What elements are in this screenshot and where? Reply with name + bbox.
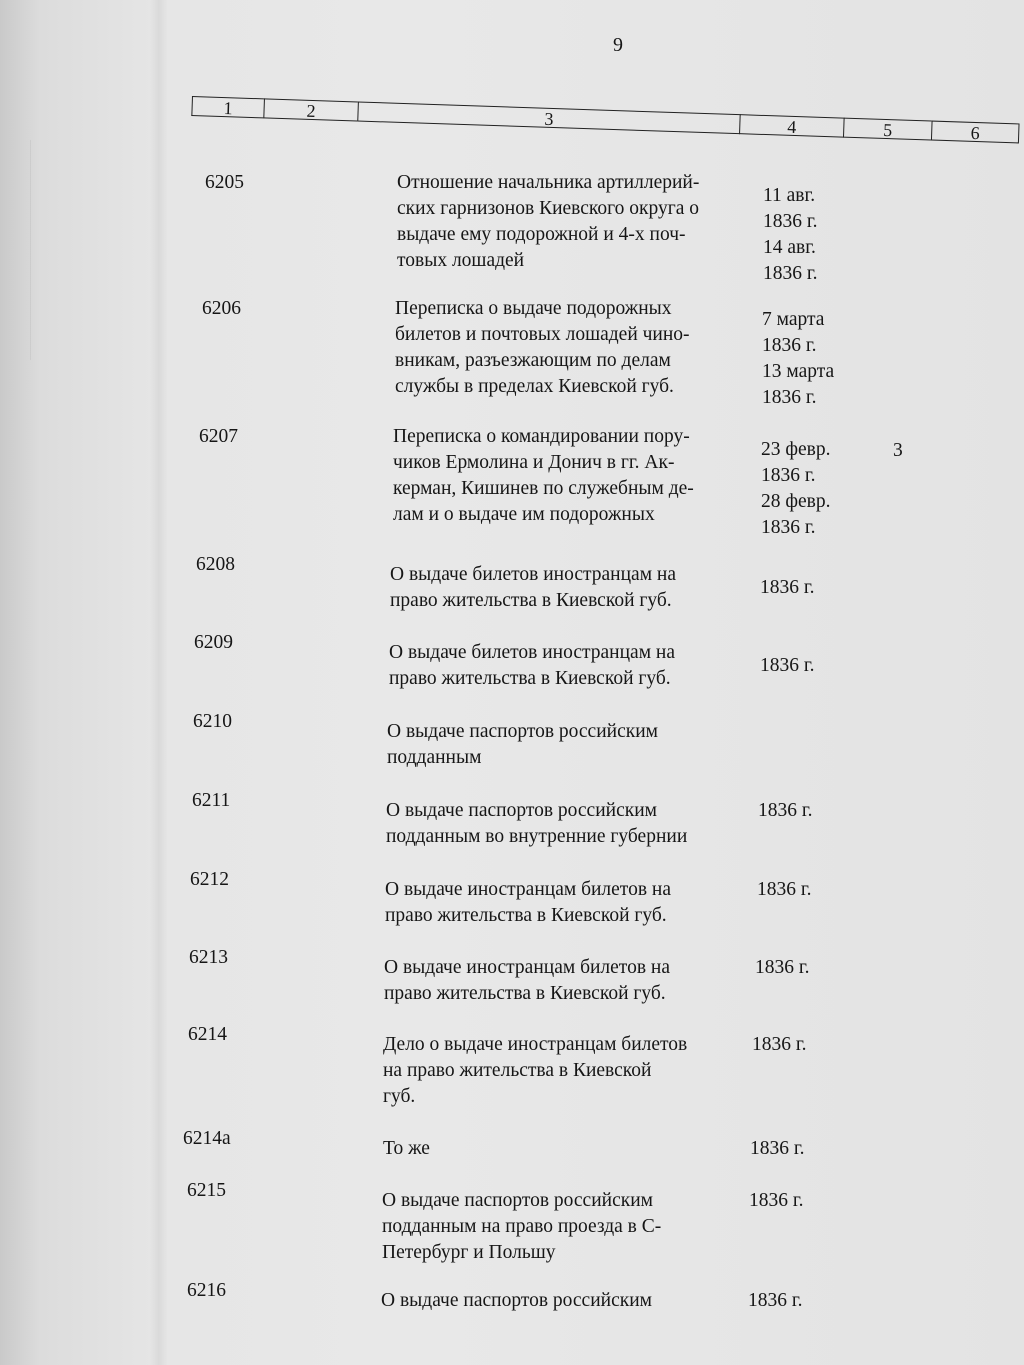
record-dates bbox=[755, 955, 855, 981]
column-header-6: 6 bbox=[931, 121, 1020, 144]
record-date: 1836 г. bbox=[748, 1290, 803, 1311]
record-number: 6216 bbox=[187, 1280, 226, 1301]
record-title-line: службы в пределах Киевской губ. bbox=[395, 376, 674, 397]
record-dates bbox=[762, 307, 862, 411]
record-dates bbox=[760, 575, 860, 601]
record-dates bbox=[761, 437, 861, 541]
record-number: 6214а bbox=[183, 1128, 231, 1149]
record-number: 6208 bbox=[196, 554, 235, 575]
record-date: 1836 г. bbox=[761, 465, 816, 486]
record-dates bbox=[752, 1032, 852, 1058]
record-title bbox=[385, 877, 735, 929]
record-title-line: право жительства в Киевской губ. bbox=[385, 905, 667, 926]
record-title bbox=[381, 1288, 731, 1314]
record-title-line: О выдаче билетов иностранцам на bbox=[389, 642, 675, 663]
record-dates bbox=[763, 183, 863, 287]
record-title-line: лам и о выдаче им подорожных bbox=[393, 504, 655, 525]
record-title-line: О выдаче паспортов российским bbox=[382, 1190, 653, 1211]
record-number: 6210 bbox=[193, 711, 232, 732]
column-header-4: 4 bbox=[739, 114, 844, 137]
record-date: 1836 г. bbox=[750, 1138, 805, 1159]
record-title-line: Дело о выдаче иностранцам билетов bbox=[383, 1034, 688, 1055]
bleed-through-mark bbox=[0, 140, 31, 360]
record-title-line: О выдаче паспортов российским bbox=[386, 800, 657, 821]
record-number: 6213 bbox=[189, 947, 228, 968]
record-date: 1836 г. bbox=[763, 211, 818, 232]
record-title bbox=[397, 170, 747, 274]
record-dates bbox=[750, 1136, 850, 1162]
record-date: 7 марта bbox=[762, 309, 825, 330]
record-title-line: То же bbox=[383, 1138, 430, 1159]
record-date: 1836 г. bbox=[760, 655, 815, 676]
record-title bbox=[382, 1188, 732, 1266]
record-title-line: чиков Ермолина и Донич в гг. Ак- bbox=[393, 452, 675, 473]
record-date: 1836 г. bbox=[763, 263, 818, 284]
record-number: 6207 bbox=[199, 426, 238, 447]
column-header-5: 5 bbox=[843, 118, 932, 141]
column-header-2: 2 bbox=[263, 98, 358, 121]
record-title-line: подданным на право проезда в С- bbox=[382, 1216, 662, 1237]
record-title-line: О выдаче иностранцам билетов на bbox=[385, 879, 671, 900]
record-sheet-count: 3 bbox=[893, 440, 903, 461]
record-dates bbox=[748, 1288, 848, 1314]
record-dates bbox=[760, 653, 860, 679]
record-title bbox=[387, 719, 737, 771]
record-number: 6206 bbox=[202, 298, 241, 319]
record-number: 6209 bbox=[194, 632, 233, 653]
page-number: 9 bbox=[613, 34, 623, 56]
page-gutter-shadow bbox=[150, 0, 168, 1365]
record-dates bbox=[757, 877, 857, 903]
record-title-line: товых лошадей bbox=[397, 250, 525, 271]
record-title-line: Переписка о выдаче подорожных bbox=[395, 298, 672, 319]
record-number: 6205 bbox=[205, 172, 244, 193]
record-date: 1836 г. bbox=[758, 800, 813, 821]
column-header-row bbox=[190, 96, 1021, 169]
record-title-line: вникам, разъезжающим по делам bbox=[395, 350, 671, 371]
record-date: 1836 г. bbox=[755, 957, 810, 978]
record-date: 1836 г. bbox=[760, 577, 815, 598]
record-title-line: керман, Кишинев по служебным де- bbox=[393, 478, 694, 499]
record-number: 6211 bbox=[192, 790, 231, 811]
record-date: 1836 г. bbox=[762, 387, 817, 408]
record-date: 1836 г. bbox=[762, 335, 817, 356]
record-title-line: выдаче ему подорожной и 4-х поч- bbox=[397, 224, 686, 245]
record-date: 23 февр. bbox=[761, 439, 831, 460]
record-number: 6212 bbox=[190, 869, 229, 890]
record-title-line: О выдаче билетов иностранцам на bbox=[390, 564, 676, 585]
record-date: 14 авг. bbox=[763, 237, 816, 258]
record-title-line: Петербург и Польшу bbox=[382, 1242, 556, 1263]
record-title-line: право жительства в Киевской губ. bbox=[390, 590, 672, 611]
column-header-1: 1 bbox=[191, 96, 264, 118]
record-title-line: О выдаче иностранцам билетов на bbox=[384, 957, 670, 978]
record-title bbox=[393, 424, 743, 528]
record-title-line: ских гарнизонов Киевского округа о bbox=[397, 198, 700, 219]
record-title-line: право жительства в Киевской губ. bbox=[384, 983, 666, 1004]
record-title bbox=[389, 640, 739, 692]
record-number: 6215 bbox=[187, 1180, 226, 1201]
record-title bbox=[395, 296, 745, 400]
record-number: 6214 bbox=[188, 1024, 227, 1045]
record-title-line: Переписка о командировании пору- bbox=[393, 426, 690, 447]
record-title bbox=[384, 955, 734, 1007]
record-title-line: О выдаче паспортов российским bbox=[381, 1290, 652, 1311]
record-title-line: Отношение начальника артиллерий- bbox=[397, 172, 700, 193]
record-title-line: подданным bbox=[387, 747, 482, 768]
record-date: 28 февр. bbox=[761, 491, 831, 512]
record-title bbox=[383, 1136, 733, 1162]
record-title-line: губ. bbox=[383, 1086, 416, 1107]
record-date: 11 авг. bbox=[763, 185, 816, 206]
column-header-3: 3 bbox=[357, 102, 739, 135]
record-dates bbox=[758, 798, 858, 824]
record-date: 13 марта bbox=[762, 361, 835, 382]
record-date: 1836 г. bbox=[757, 879, 812, 900]
record-dates bbox=[749, 1188, 849, 1214]
record-title-line: билетов и почтовых лошадей чино- bbox=[395, 324, 690, 345]
record-title bbox=[390, 562, 740, 614]
record-title bbox=[386, 798, 736, 850]
record-title bbox=[383, 1032, 733, 1110]
record-title-line: подданным во внутренние губернии bbox=[386, 826, 688, 847]
record-date: 1836 г. bbox=[752, 1034, 807, 1055]
record-date: 1836 г. bbox=[761, 517, 816, 538]
record-title-line: на право жительства в Киевской bbox=[383, 1060, 652, 1081]
record-title-line: О выдаче паспортов российским bbox=[387, 721, 658, 742]
record-title-line: право жительства в Киевской губ. bbox=[389, 668, 671, 689]
record-date: 1836 г. bbox=[749, 1190, 804, 1211]
